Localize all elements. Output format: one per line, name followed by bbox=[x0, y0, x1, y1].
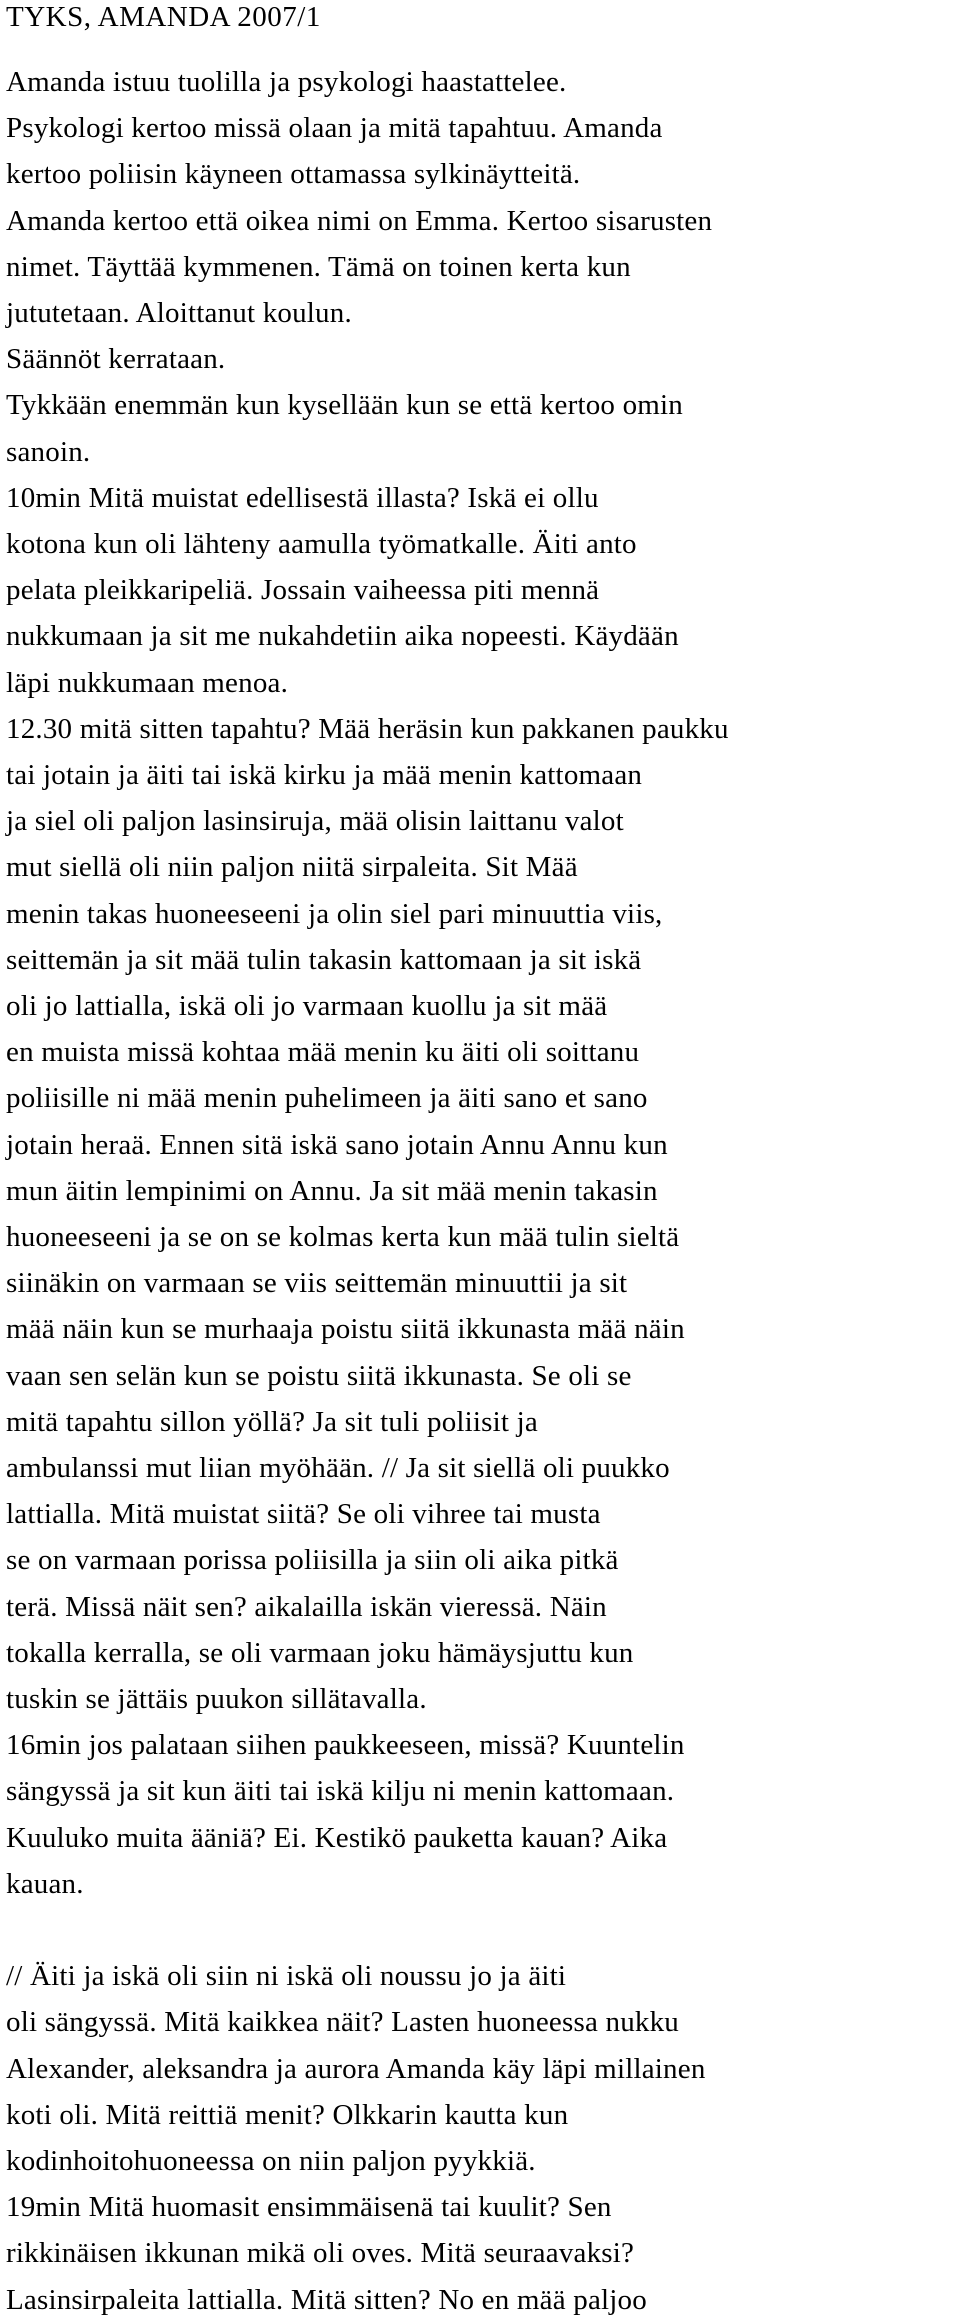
document-line: rikkinäisen ikkunan mikä oli oves. Mitä seuraavaksi? bbox=[6, 2237, 635, 2270]
document-line: Kuuluko muita ääniä? Ei. Kestikö pauketta kauan? Aika bbox=[6, 1821, 668, 1854]
document-line: oli sängyssä. Mitä kaikkea näit? Lasten huoneessa nukku bbox=[6, 2006, 680, 2039]
document-line: pelata pleikkaripeliä. Jossain vaiheessa piti mennä bbox=[6, 574, 600, 607]
document-line: menin takas huoneeseeni ja olin siel pari minuuttia viis, bbox=[6, 897, 663, 930]
document-line: seittemän ja sit mää tulin takasin kattomaan ja sit iskä bbox=[6, 943, 642, 976]
document-line: vaan sen selän kun se poistu siitä ikkunasta. Se oli se bbox=[6, 1359, 632, 1392]
document-title: TYKS, AMANDA 2007/1 bbox=[6, 1, 321, 33]
document-line: mitä tapahtu sillon yöllä? Ja sit tuli poliisit ja bbox=[6, 1405, 538, 1438]
document-line: nimet. Täyttää kymmenen. Tämä on toinen kerta kun bbox=[6, 250, 631, 283]
document-line: en muista missä kohtaa mää menin ku äiti oli soittanu bbox=[6, 1036, 640, 1069]
document-line: Tykkään enemmän kun kysellään kun se että kertoo omin bbox=[6, 389, 683, 422]
document-line: sängyssä ja sit kun äiti tai iskä kilju ni menin kattomaan. bbox=[6, 1775, 675, 1808]
document-line: poliisille ni mää menin puhelimeen ja äiti sano et sano bbox=[6, 1082, 648, 1115]
document-line: 10min Mitä muistat edellisestä illasta? Iskä ei ollu bbox=[6, 481, 599, 514]
document-line: oli jo lattialla, iskä oli jo varmaan kuollu ja sit mää bbox=[6, 990, 608, 1022]
document-line: Lasinsirpaleita lattialla. Mitä sitten? No en mää paljoo bbox=[6, 2283, 647, 2316]
document-line: mut siellä oli niin paljon niitä sirpaleita. Sit Mää bbox=[6, 851, 578, 884]
document-line: lattialla. Mitä muistat siitä? Se oli vihree tai musta bbox=[6, 1498, 601, 1531]
document-line: koti oli. Mitä reittiä menit? Olkkarin kautta kun bbox=[6, 2098, 569, 2131]
document-line: Amanda kertoo että oikea nimi on Emma. Kertoo sisarusten bbox=[6, 204, 713, 237]
document-line: se on varmaan porissa poliisilla ja siin oli aika pitkä bbox=[6, 1544, 619, 1577]
document-line: huoneeseeni ja se on se kolmas kerta kun mää tulin sieltä bbox=[6, 1221, 680, 1253]
document-line: kauan. bbox=[6, 1867, 84, 1900]
document-line: terä. Missä näit sen? aikalailla iskän vieressä. Näin bbox=[6, 1590, 607, 1623]
document-line: Amanda istuu tuolilla ja psykologi haastattelee. bbox=[6, 66, 567, 98]
document-line: ja siel oli paljon lasinsiruja, mää olisin laittanu valot bbox=[6, 805, 624, 838]
document-line: nukkumaan ja sit me nukahdetiin aika nopeesti. Käydään bbox=[6, 620, 679, 653]
document-line: Psykologi kertoo missä olaan ja mitä tapahtuu. Amanda bbox=[6, 112, 663, 145]
document-line: 12.30 mitä sitten tapahtu? Mää heräsin kun pakkanen paukku bbox=[6, 712, 729, 745]
document-line: 19min Mitä huomasit ensimmäisenä tai kuulit? Sen bbox=[6, 2191, 612, 2224]
document-line: kodinhoitohuoneessa on niin paljon pyykkiä. bbox=[6, 2145, 536, 2177]
document-line: siinäkin on varmaan se viis seittemän minuuttii ja sit bbox=[6, 1267, 628, 1300]
document-line: kertoo poliisin käyneen ottamassa sylkinäytteitä. bbox=[6, 158, 581, 191]
document-line: // Äiti ja iskä oli siin ni iskä oli noussu jo ja äiti bbox=[6, 1960, 567, 1993]
document-line: mää näin kun se murhaaja poistu siitä ikkunasta mää näin bbox=[6, 1313, 685, 1346]
document-line: Alexander, aleksandra ja aurora Amanda käy läpi millainen bbox=[6, 2052, 706, 2085]
document-line: tai jotain ja äiti tai iskä kirku ja mää menin kattomaan bbox=[6, 759, 643, 791]
document-line: jututetaan. Aloittanut koulun. bbox=[6, 297, 352, 329]
document-line: tokalla kerralla, se oli varmaan joku hämäysjuttu kun bbox=[6, 1636, 634, 1669]
document-line: Säännöt kerrataan. bbox=[6, 343, 226, 376]
document-line: tuskin se jättäis puukon sillätavalla. bbox=[6, 1683, 427, 1715]
document-line: sanoin. bbox=[6, 435, 91, 468]
document-line: kotona kun oli lähteny aamulla työmatkalle. Äiti anto bbox=[6, 528, 637, 560]
document-line: 16min jos palataan siihen paukkeeseen, missä? Kuuntelin bbox=[6, 1729, 685, 1762]
document-line: ambulanssi mut liian myöhään. // Ja sit siellä oli puukko bbox=[6, 1452, 670, 1484]
document-line: mun äitin lempinimi on Annu. Ja sit mää menin takasin bbox=[6, 1174, 658, 1207]
document-line: jotain heraä. Ennen sitä iskä sano jotain Annu Annu kun bbox=[6, 1128, 668, 1161]
document-line: läpi nukkumaan menoa. bbox=[6, 666, 289, 699]
